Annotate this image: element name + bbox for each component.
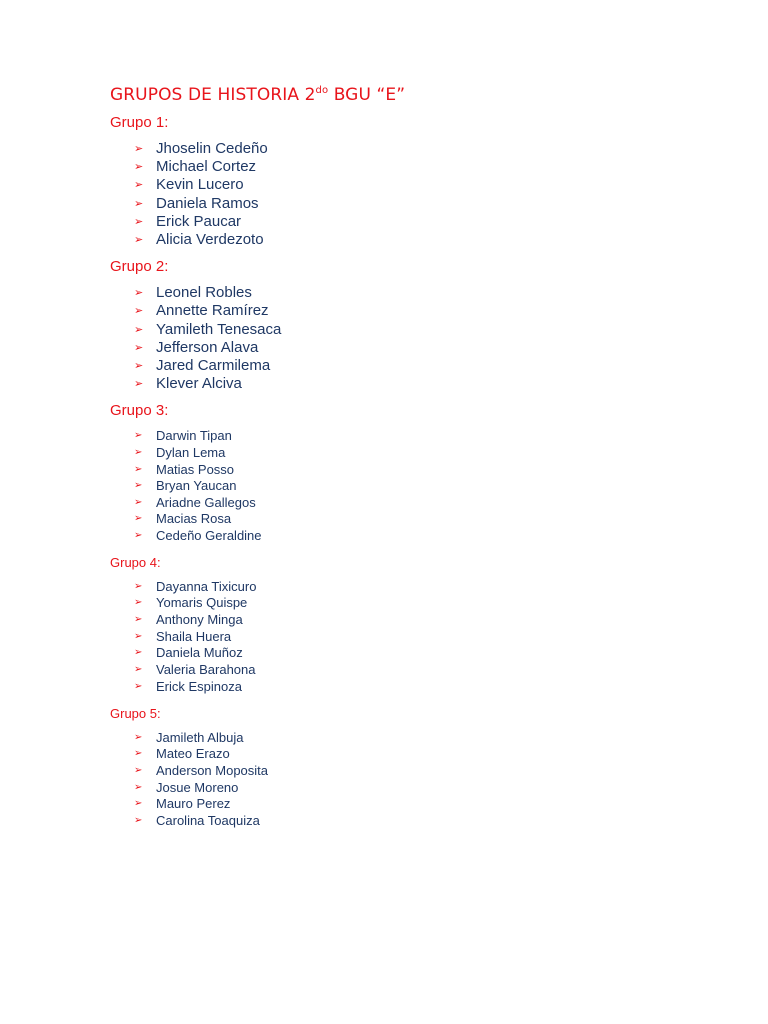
arrowhead-bullet-icon: ➢: [134, 286, 144, 300]
arrowhead-bullet-icon: ➢: [134, 815, 143, 827]
arrowhead-bullet-icon: ➢: [134, 496, 143, 508]
arrowhead-bullet-icon: ➢: [134, 340, 144, 354]
member-name: Leonel Robles: [156, 284, 252, 302]
group-heading: Grupo 4:: [110, 554, 161, 570]
member-item: [110, 495, 710, 512]
member-item: [110, 579, 710, 596]
member-name: Cedeño Geraldine: [156, 528, 262, 543]
arrowhead-bullet-icon: ➢: [134, 233, 144, 247]
arrowhead-bullet-icon: ➢: [134, 304, 144, 318]
arrowhead-bullet-icon: ➢: [134, 178, 144, 192]
member-name: Klever Alciva: [156, 375, 242, 393]
arrowhead-bullet-icon: ➢: [134, 480, 143, 492]
arrowhead-bullet-icon: ➢: [134, 142, 144, 155]
member-name: Mauro Perez: [156, 796, 231, 812]
member-name: Josue Moreno: [156, 779, 239, 795]
member-item: [110, 595, 710, 612]
member-name: Michael Cortez: [156, 158, 257, 176]
member-item: [110, 511, 710, 528]
member-name: Yomaris Quispe: [156, 595, 248, 611]
arrowhead-bullet-icon: ➢: [134, 597, 143, 609]
member-name: Matias Posso: [156, 461, 235, 477]
title-suffix: BGU “E”: [328, 85, 406, 105]
member-name: Darwin Tipan: [156, 428, 232, 444]
member-item: [110, 213, 710, 231]
group-1: [110, 113, 710, 249]
member-item: [110, 176, 710, 194]
member-name: Annette Ramírez: [156, 302, 269, 320]
arrowhead-bullet-icon: ➢: [134, 614, 143, 625]
arrowhead-bullet-icon: ➢: [134, 196, 144, 210]
member-name: Anthony Minga: [156, 612, 243, 627]
arrowhead-bullet-icon: ➢: [134, 322, 144, 336]
title-main: GRUPOS DE HISTORIA 2: [110, 85, 316, 105]
member-item: [110, 662, 710, 679]
member-name: Kevin Lucero: [156, 176, 244, 194]
arrowhead-bullet-icon: ➢: [134, 359, 144, 373]
member-item: [110, 629, 710, 646]
member-item: [110, 763, 710, 780]
group-heading: Grupo 5:: [110, 705, 161, 721]
arrowhead-bullet-icon: ➢: [134, 377, 144, 391]
member-item: [110, 796, 710, 813]
group-heading: Grupo 2:: [110, 258, 169, 276]
arrowhead-bullet-icon: ➢: [134, 764, 143, 776]
member-name: Daniela Muñoz: [156, 645, 243, 661]
title-superscript: do: [315, 85, 329, 96]
arrowhead-bullet-icon: ➢: [134, 748, 143, 760]
group-3: [110, 401, 710, 544]
member-item: [110, 195, 710, 213]
member-name: Bryan Yaucan: [156, 478, 237, 494]
arrowhead-bullet-icon: ➢: [134, 580, 143, 592]
member-item: [110, 528, 710, 545]
arrowhead-bullet-icon: ➢: [134, 798, 143, 810]
arrowhead-bullet-icon: ➢: [134, 680, 143, 692]
member-name: Jhoselin Cedeño: [156, 140, 268, 157]
member-item: [110, 428, 710, 445]
member-name: Macias Rosa: [156, 511, 232, 527]
member-name: Shaila Huera: [156, 628, 232, 644]
arrowhead-bullet-icon: ➢: [134, 447, 143, 459]
arrowhead-bullet-icon: ➢: [134, 647, 143, 659]
member-name: Yamileth Tenesaca: [156, 320, 282, 338]
member-item: [110, 357, 710, 375]
member-item: [110, 730, 710, 747]
member-list: [110, 140, 710, 249]
member-item: [110, 375, 710, 393]
group-4: [110, 554, 710, 696]
member-item: [110, 645, 710, 662]
member-name: Valeria Barahona: [156, 662, 256, 678]
member-item: [110, 284, 710, 302]
member-item: [110, 339, 710, 357]
member-item: [110, 321, 710, 339]
member-name: Anderson Moposita: [156, 762, 269, 778]
member-item: [110, 445, 710, 462]
arrowhead-bullet-icon: ➢: [134, 664, 143, 676]
group-5: [110, 705, 710, 830]
arrowhead-bullet-icon: ➢: [134, 513, 143, 525]
member-list: [110, 579, 710, 696]
member-item: [110, 158, 710, 176]
arrowhead-bullet-icon: ➢: [134, 160, 144, 174]
group-heading: Grupo 1:: [110, 114, 169, 131]
member-item: [110, 612, 710, 629]
member-name: Ariadne Gallegos: [156, 494, 256, 510]
member-item: [110, 679, 710, 696]
arrowhead-bullet-icon: ➢: [134, 463, 143, 475]
member-item: [110, 140, 710, 158]
member-item: [110, 462, 710, 479]
arrowhead-bullet-icon: ➢: [134, 530, 143, 541]
member-name: Carolina Toaquiza: [156, 813, 260, 829]
member-name: Mateo Erazo: [156, 746, 230, 762]
member-list: [110, 428, 710, 544]
member-item: [110, 813, 710, 830]
document-title: [110, 83, 710, 107]
group-2: [110, 257, 710, 393]
member-name: Dayanna Tixicuro: [156, 578, 257, 594]
arrowhead-bullet-icon: ➢: [134, 630, 143, 642]
member-name: Daniela Ramos: [156, 194, 259, 212]
member-item: [110, 746, 710, 763]
arrowhead-bullet-icon: ➢: [134, 214, 144, 228]
arrowhead-bullet-icon: ➢: [134, 781, 143, 793]
member-item: [110, 231, 710, 249]
member-name: Jefferson Alava: [156, 338, 259, 356]
arrowhead-bullet-icon: ➢: [134, 731, 143, 743]
member-name: Jamileth Albuja: [156, 729, 244, 745]
arrowhead-bullet-icon: ➢: [134, 430, 143, 442]
group-heading: Grupo 3:: [110, 402, 169, 420]
member-name: Erick Paucar: [156, 212, 242, 230]
member-name: Alicia Verdezoto: [156, 231, 264, 249]
member-item: [110, 780, 710, 797]
member-item: [110, 478, 710, 495]
member-item: [110, 302, 710, 320]
document-page: [110, 83, 710, 830]
member-name: Erick Espinoza: [156, 678, 242, 694]
member-name: Jared Carmilema: [156, 357, 271, 375]
member-list: [110, 730, 710, 830]
member-name: Dylan Lema: [156, 445, 226, 461]
member-list: [110, 284, 710, 393]
